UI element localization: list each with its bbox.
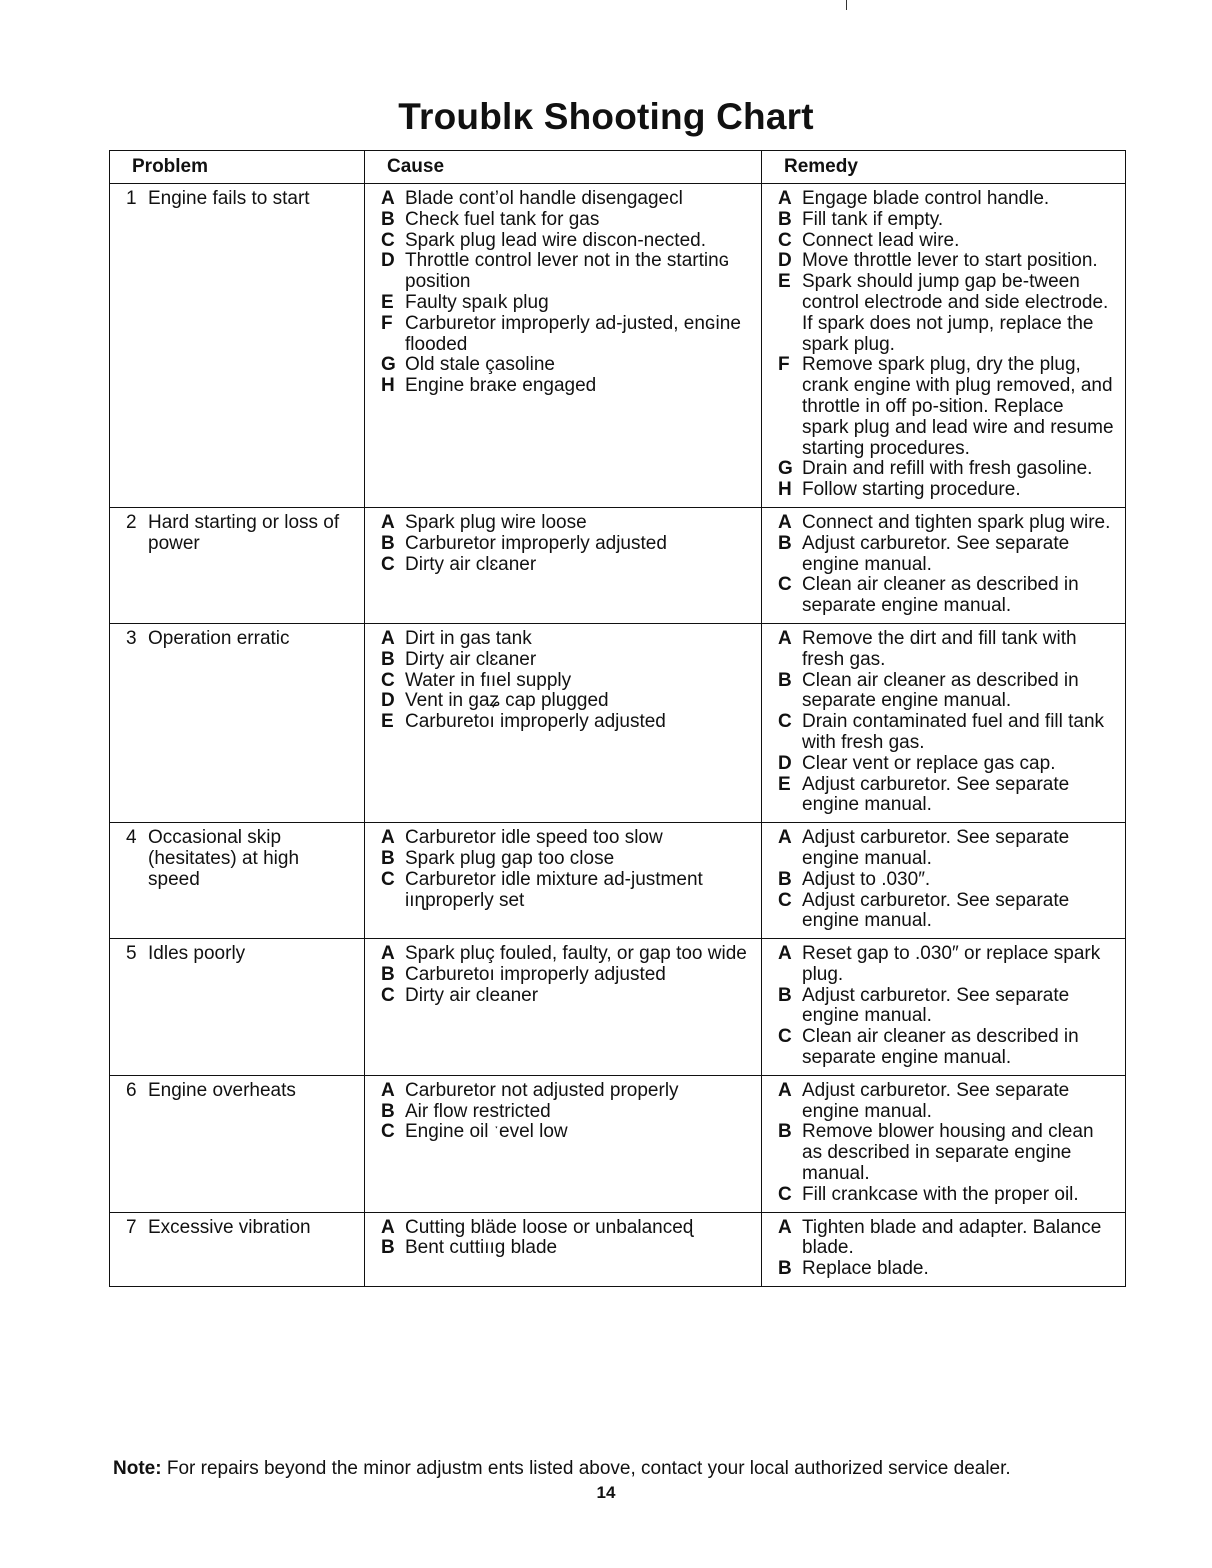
problem-text: Engine fails to start (148, 188, 310, 209)
table-body (110, 184, 1126, 1287)
problem-text: Hard starting or loss of power (148, 511, 340, 554)
item-letter: B (778, 1121, 792, 1143)
item-text: Carburetor not adjusted properly (405, 1079, 679, 1101)
item-letter: G (381, 354, 396, 376)
item-letter: C (778, 229, 792, 251)
item-letter: H (381, 375, 395, 397)
item-text: Carburetor improperly adjusted (405, 532, 667, 554)
problem-item (126, 513, 354, 555)
problem-item (126, 828, 354, 890)
item-letter: A (778, 511, 792, 533)
item-letter: A (381, 827, 395, 849)
item-letter: E (381, 711, 394, 733)
problem-number: 5 (126, 943, 137, 965)
cause-cell (365, 1212, 762, 1286)
cause-item (381, 870, 751, 912)
item-text: Throttle control lever not in the startinɢ position (405, 250, 730, 293)
problem-number: 2 (126, 511, 137, 533)
remedy-item (778, 1122, 1115, 1184)
item-letter: C (381, 984, 395, 1006)
item-text: Faulty spaık plug (405, 291, 549, 313)
remedy-item (778, 891, 1115, 933)
item-text: Carburetoı improperly adjusted (405, 711, 666, 733)
problem-cell (110, 507, 365, 623)
item-text: Remove spark plug, dry the plug, crank engine with plug removed, and throttle in off po-sition. Replace spark plug and lead wire and resume starting procedures. (802, 354, 1114, 459)
item-letter: A (381, 627, 395, 649)
item-letter: A (381, 1079, 395, 1101)
page-title: Troublĸ Shooting Chart (398, 96, 814, 137)
cause-item (381, 231, 751, 252)
item-letter: C (381, 868, 395, 890)
item-letter: C (778, 574, 792, 596)
cause-item (381, 355, 751, 376)
remedy-item (778, 534, 1115, 576)
item-letter: D (778, 752, 792, 774)
item-text: Dirty air cleaner (405, 984, 539, 1006)
table-row (110, 623, 1126, 822)
cause-cell (365, 184, 762, 508)
item-letter: B (778, 208, 792, 230)
item-text: Clear vent or replace gas cap. (802, 752, 1056, 774)
remedy-item (778, 251, 1115, 272)
item-text: Engine oil ˑevel low (405, 1121, 568, 1143)
item-text: Spark plug gap too close (405, 847, 615, 869)
remedy-cell (762, 507, 1126, 623)
item-text: Dirty air clɛaner (405, 648, 537, 670)
table-row (110, 1212, 1126, 1286)
item-letter: F (778, 354, 790, 376)
item-text: Clean air cleaner as described in separate engine manual. (802, 669, 1079, 712)
remedy-item (778, 1027, 1115, 1069)
cause-item (381, 1218, 751, 1239)
remedy-cell (762, 939, 1126, 1076)
item-letter: G (778, 458, 793, 480)
remedy-cell (762, 1075, 1126, 1212)
item-letter: A (381, 943, 395, 965)
item-letter: B (381, 1100, 395, 1122)
remedy-item (778, 210, 1115, 231)
problem-item (126, 629, 354, 650)
item-letter: A (778, 627, 792, 649)
item-text: Engine braĸe engaged (405, 375, 597, 397)
cause-item (381, 293, 751, 314)
item-letter: A (381, 1216, 395, 1238)
remedy-item (778, 1259, 1115, 1280)
remedy-item (778, 480, 1115, 501)
item-text: Remove the dirt and fill tank with fresh gas. (802, 627, 1077, 670)
problem-cell (110, 184, 365, 508)
item-letter: C (778, 1026, 792, 1048)
table-header-row (110, 151, 1126, 184)
item-letter: A (778, 1079, 792, 1101)
item-letter: C (381, 229, 395, 251)
remedy-item (778, 828, 1115, 870)
cause-cell (365, 939, 762, 1076)
item-text: Spark plug lead wire discon-nected. (405, 229, 707, 251)
item-letter: A (381, 188, 395, 209)
cause-item (381, 1122, 751, 1143)
item-text: Adjust carburetor. See separate engine manual. (802, 773, 1070, 816)
header-remedy: Remedy (762, 151, 1126, 184)
page-number: 14 (596, 1483, 616, 1502)
item-text: Cutting bläde loose or unbalanceɖ (405, 1216, 694, 1238)
item-letter: E (778, 271, 791, 293)
item-letter: B (778, 984, 792, 1006)
item-letter: D (381, 250, 395, 272)
remedy-item (778, 1185, 1115, 1206)
item-text: Fill tank if empty. (802, 208, 944, 230)
problem-text: Operation erratic (148, 627, 290, 649)
remedy-item (778, 355, 1115, 459)
problem-number: 6 (126, 1079, 137, 1101)
table-row (110, 939, 1126, 1076)
item-text: Adjust carburetor. See separate engine manual. (802, 984, 1070, 1027)
problem-text: Occasional skip (hesitates) at high speed (148, 827, 300, 890)
item-text: Move throttle lever to start position. (802, 250, 1098, 272)
page-edge-mark (846, 0, 847, 10)
header-cause: Cause (365, 151, 762, 184)
remedy-cell (762, 184, 1126, 508)
cause-item (381, 629, 751, 650)
remedy-item (778, 775, 1115, 817)
item-text: Clean air cleaner as described in separate engine manual. (802, 1026, 1079, 1069)
problem-text: Idles poorly (148, 943, 246, 965)
footer-note (113, 1458, 1193, 1480)
problem-number: 1 (126, 188, 137, 209)
remedy-item (778, 1218, 1115, 1260)
item-text: Reset gap to .030″ or replace spark plug. (802, 943, 1101, 985)
item-text: Carburetor idle mixture ad-justment iıɳproperly set (405, 868, 703, 911)
item-letter: D (778, 250, 792, 272)
item-text: Adjust to .030″. (802, 868, 931, 890)
item-text: Water in fııel supply (405, 669, 572, 691)
problem-cell (110, 823, 365, 939)
problem-cell (110, 1212, 365, 1286)
cause-item (381, 1081, 751, 1102)
item-text: Carburetor idle speed too slow (405, 827, 663, 849)
item-text: Spark pluç fouled, faulty, or gap too wide (405, 943, 747, 965)
item-letter: B (381, 963, 395, 985)
cause-item (381, 828, 751, 849)
remedy-cell (762, 623, 1126, 822)
cause-item (381, 1238, 751, 1259)
cause-cell (365, 1075, 762, 1212)
item-letter: C (381, 1121, 395, 1143)
remedy-item (778, 986, 1115, 1028)
cause-item (381, 671, 751, 692)
cause-item (381, 986, 751, 1007)
cause-item (381, 210, 751, 231)
table-row (110, 184, 1126, 508)
remedy-item (778, 231, 1115, 252)
cause-item (381, 944, 751, 965)
item-letter: A (778, 1216, 792, 1238)
item-letter: C (778, 711, 792, 733)
cause-item (381, 513, 751, 534)
problem-cell (110, 623, 365, 822)
item-letter: F (381, 312, 393, 334)
item-text: Old stale çasoline (405, 354, 555, 376)
problem-item (126, 189, 354, 210)
cause-item (381, 251, 751, 293)
remedy-item (778, 189, 1115, 210)
item-text: Dirt in gas tank (405, 627, 532, 649)
problem-item (126, 944, 354, 965)
item-letter: B (381, 532, 395, 554)
item-text: Clean air cleaner as described in separate engine manual. (802, 574, 1079, 617)
item-text: Tighten blade and adapter. Balance blade. (802, 1216, 1102, 1259)
item-letter: A (381, 511, 395, 533)
item-letter: C (381, 553, 395, 575)
item-text: Adjust carburetor. See separate engine manual. (802, 1079, 1070, 1122)
remedy-item (778, 870, 1115, 891)
troubleshooting-table (109, 150, 1126, 1287)
cause-cell (365, 507, 762, 623)
remedy-cell (762, 1212, 1126, 1286)
cause-item (381, 555, 751, 576)
problem-item (126, 1081, 354, 1102)
item-text: Engage blade control handle. (802, 188, 1050, 209)
problem-number: 7 (126, 1216, 137, 1238)
item-letter: C (381, 669, 395, 691)
item-letter: A (778, 943, 792, 965)
cause-item (381, 691, 751, 712)
item-text: Spark should jump gap be-tween control electrode and side electrode. If spark does not jump, replace the spark plug. (802, 271, 1109, 355)
item-text: Carburetor improperly ad-justed, enɢine flooded (405, 312, 741, 355)
cause-cell (365, 623, 762, 822)
item-letter: D (381, 690, 395, 712)
item-text: Connect lead wire. (802, 229, 960, 251)
problem-cell (110, 1075, 365, 1212)
item-text: Air flow reѕtricted (405, 1100, 551, 1122)
item-text: Bent cuttiııg blade (405, 1237, 558, 1259)
item-text: Drain and refill with fresh gasoline. (802, 458, 1093, 480)
item-letter: E (778, 773, 791, 795)
item-letter: H (778, 479, 792, 501)
problem-item (126, 1218, 354, 1239)
item-letter: B (778, 532, 792, 554)
remedy-item (778, 1081, 1115, 1123)
note-text: For repairs beyond the minor adjustm ents listed above, contact your local authorized service dealer. (166, 1458, 1011, 1479)
item-text: Drain contaminated fuel and fill tank with fresh gas. (802, 711, 1105, 753)
remedy-item (778, 671, 1115, 713)
problem-number: 3 (126, 627, 137, 649)
item-letter: E (381, 291, 394, 313)
item-text: Connect and tighten spark plug wire. (802, 511, 1111, 533)
cause-item (381, 849, 751, 870)
remedy-item (778, 712, 1115, 754)
problem-cell (110, 939, 365, 1076)
item-letter: A (778, 188, 792, 209)
remedy-cell (762, 823, 1126, 939)
item-letter: B (381, 648, 395, 670)
item-text: Follow starting procedure. (802, 479, 1021, 501)
problem-text: Engine overheats (148, 1079, 296, 1101)
item-text: Vent in gaʑ cap plugged (405, 690, 609, 712)
item-letter: B (778, 1258, 792, 1280)
item-text: Adjust carburetor. See separate engine manual. (802, 532, 1070, 575)
item-text: Remove blower housing and clean as described in separate engine manual. (802, 1121, 1094, 1185)
cause-item (381, 534, 751, 555)
table-row (110, 1075, 1126, 1212)
cause-item (381, 376, 751, 397)
remedy-item (778, 272, 1115, 355)
cause-item (381, 1102, 751, 1123)
item-letter: B (381, 1237, 395, 1259)
item-text: Replace blade. (802, 1258, 929, 1280)
item-text: Spark plug wire loose (405, 511, 587, 533)
note-label: Note: (113, 1458, 162, 1479)
remedy-item (778, 459, 1115, 480)
item-letter: C (778, 1183, 792, 1205)
remedy-item (778, 754, 1115, 775)
cause-cell (365, 823, 762, 939)
item-text: Adjust carburetor. See separate engine manual. (802, 827, 1070, 869)
remedy-item (778, 944, 1115, 986)
cause-item (381, 712, 751, 733)
item-letter: B (381, 847, 395, 869)
problem-number: 4 (126, 827, 137, 849)
item-text: Blade cont’ol handle disengageᴄl (405, 188, 683, 209)
item-letter: B (381, 208, 395, 230)
item-text: Adjust carburetor. See separate engine manual. (802, 889, 1070, 932)
item-text: Fill crankcase with the proper oil. (802, 1183, 1079, 1205)
item-text: Dirty air clɛaner (405, 553, 537, 575)
table-row (110, 823, 1126, 939)
cause-item (381, 314, 751, 356)
item-letter: B (778, 868, 792, 890)
cause-item (381, 189, 751, 210)
cause-item (381, 965, 751, 986)
remedy-item (778, 629, 1115, 671)
cause-item (381, 650, 751, 671)
table-row (110, 507, 1126, 623)
remedy-item (778, 575, 1115, 617)
item-letter: A (778, 827, 792, 849)
problem-text: Excessive vibration (148, 1216, 311, 1238)
remedy-item (778, 513, 1115, 534)
item-letter: B (778, 669, 792, 691)
item-text: Check fuel tank for gas (405, 208, 600, 230)
item-text: Carburetoı improperly adjusted (405, 963, 666, 985)
header-problem: Problem (110, 151, 365, 184)
item-letter: C (778, 889, 792, 911)
